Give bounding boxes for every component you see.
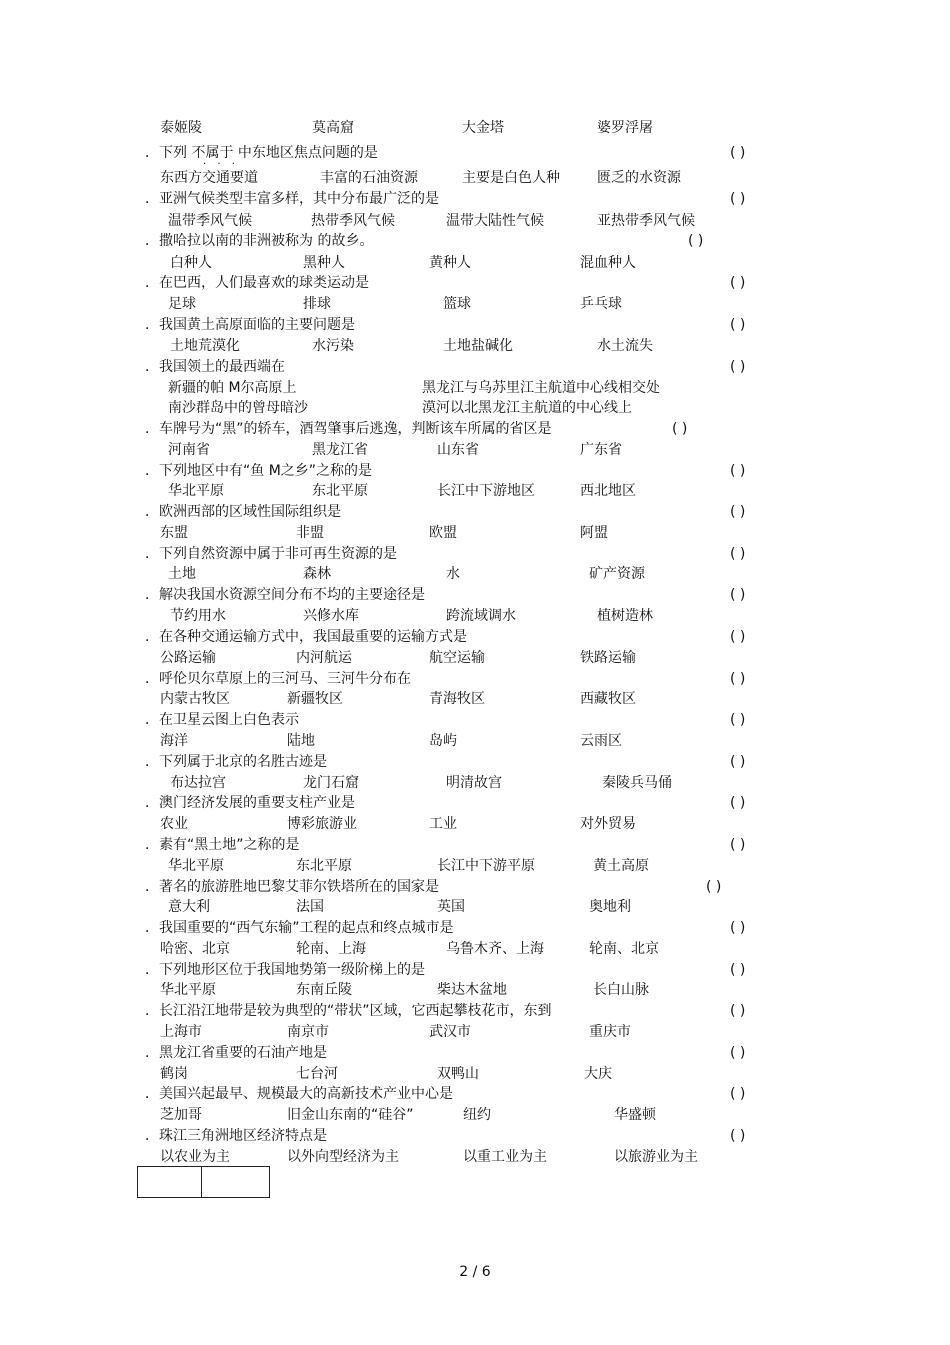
answer-option: 水污染 (312, 338, 354, 354)
answer-option: 莫高窟 (312, 120, 354, 136)
question-text: ．我国重要的“西气东输”工程的起点和终点城市是 (145, 920, 454, 936)
answer-option: 芝加哥 (160, 1107, 202, 1123)
question-text: ．呼伦贝尔草原上的三河马、三河牛分布在 (145, 671, 411, 687)
answer-option: 非盟 (296, 525, 324, 541)
question-line (0, 918, 950, 938)
answer-option: 白种人 (170, 255, 212, 271)
answer-option: 黑龙江省 (312, 442, 368, 458)
question-text: ．下列 不属于 中东地区焦点问题的是 (145, 145, 378, 161)
answer-option: 阿盟 (580, 525, 608, 541)
answer-blank: ( ) (730, 920, 746, 936)
option-line (0, 253, 950, 273)
answer-option: 欧盟 (429, 525, 457, 541)
page-number: 2 / 6 (459, 1264, 491, 1280)
answer-option: 新疆的帕 M尔高原上 (168, 380, 297, 396)
answer-option: 南沙群岛中的曾母暗沙 (168, 400, 308, 416)
answer-option: 主要是白色人种 (462, 170, 560, 186)
answer-option: 乒乓球 (580, 296, 622, 312)
answer-option: 陆地 (287, 733, 315, 749)
answer-option: 航空运输 (429, 650, 485, 666)
answer-option: 兴修水库 (303, 608, 359, 624)
option-line (0, 440, 950, 460)
answer-option: 华北平原 (168, 858, 224, 874)
answer-option: 轮南、北京 (589, 941, 659, 957)
option-line (0, 814, 950, 834)
answer-blank: ( ) (730, 463, 746, 479)
option-line (0, 648, 950, 668)
question-text: ．撒哈拉以南的非洲被称为 的故乡。 (145, 233, 374, 249)
answer-option: 南京市 (287, 1024, 329, 1040)
answer-option: 森林 (303, 566, 331, 582)
answer-option: 东北平原 (296, 858, 352, 874)
question-line (0, 1001, 950, 1021)
answer-option: 秦陵兵马俑 (602, 775, 672, 791)
answer-blank: ( ) (730, 1086, 746, 1102)
question-text: ．在各种交通运输方式中，我国最重要的运输方式是 (145, 629, 467, 645)
question-line (0, 189, 950, 209)
answer-option: 长白山脉 (593, 982, 649, 998)
option-line (0, 118, 950, 138)
answer-option: 热带季风气候 (311, 213, 395, 229)
answer-option: 土地盐碱化 (443, 338, 513, 354)
option-line (0, 523, 950, 543)
option-line (0, 1105, 950, 1125)
answer-option: 足球 (168, 296, 196, 312)
answer-option: 鹤岗 (160, 1066, 188, 1082)
option-line (0, 689, 950, 709)
question-line (0, 419, 950, 439)
emphasis-dots: · · · (203, 159, 239, 170)
answer-option: 篮球 (443, 296, 471, 312)
answer-blank: ( ) (730, 795, 746, 811)
option-line (0, 731, 950, 751)
answer-option: 匮乏的水资源 (597, 170, 681, 186)
question-text: ．下列属于北京的名胜古迹是 (145, 754, 327, 770)
answer-option: 上海市 (160, 1024, 202, 1040)
question-line (0, 710, 950, 730)
answer-blank: ( ) (730, 359, 746, 375)
question-line (0, 461, 950, 481)
question-text: ．在卫星云图上白色表示 (145, 712, 299, 728)
question-line (0, 315, 950, 335)
option-line (0, 398, 950, 418)
answer-option: 博彩旅游业 (287, 816, 357, 832)
answer-option: 内蒙古牧区 (160, 691, 230, 707)
answer-option: 意大利 (168, 899, 210, 915)
answer-option: 公路运输 (160, 650, 216, 666)
answer-option: 东南丘陵 (296, 982, 352, 998)
question-line (0, 1126, 950, 1146)
question-line (0, 143, 950, 163)
answer-blank: ( ) (730, 191, 746, 207)
answer-blank: ( ) (730, 671, 746, 687)
option-line (0, 606, 950, 626)
answer-option: 奥地利 (589, 899, 631, 915)
question-text: ．著名的旅游胜地巴黎艾菲尔铁塔所在的国家是 (145, 879, 439, 895)
answer-option: 武汉市 (429, 1024, 471, 1040)
answer-option: 土地 (168, 566, 196, 582)
answer-option: 法国 (296, 899, 324, 915)
question-line (0, 1084, 950, 1104)
option-line (0, 336, 950, 356)
answer-blank: ( ) (730, 754, 746, 770)
answer-option: 节约用水 (170, 608, 226, 624)
answer-blank: ( ) (730, 1128, 746, 1144)
answer-option: 广东省 (580, 442, 622, 458)
option-line (0, 980, 950, 1000)
question-text: ．长江沿江地带是较为典型的“带状”区域，它西起攀枝花市，东到 (145, 1003, 552, 1019)
question-line (0, 357, 950, 377)
question-line (0, 585, 950, 605)
answer-option: 黑龙江与乌苏里江主航道中心线相交处 (422, 380, 660, 396)
answer-blank: ( ) (730, 962, 746, 978)
answer-option: 西藏牧区 (580, 691, 636, 707)
answer-option: 以重工业为主 (463, 1149, 547, 1165)
answer-option: 植树造林 (597, 608, 653, 624)
question-line (0, 669, 950, 689)
answer-option: 旧金山东南的“硅谷” (287, 1107, 414, 1123)
answer-option: 七台河 (296, 1066, 338, 1082)
question-line (0, 960, 950, 980)
answer-option: 双鸭山 (437, 1066, 479, 1082)
question-line (0, 273, 950, 293)
answer-option: 对外贸易 (580, 816, 636, 832)
question-text: ．下列地形区位于我国地势第一级阶梯上的是 (145, 962, 425, 978)
answer-option: 以外向型经济为主 (287, 1149, 399, 1165)
answer-blank: ( ) (730, 317, 746, 333)
answer-option: 跨流域调水 (446, 608, 516, 624)
answer-option: 山东省 (437, 442, 479, 458)
question-line (0, 231, 950, 251)
question-line (0, 835, 950, 855)
question-line (0, 877, 950, 897)
answer-option: 工业 (429, 816, 457, 832)
answer-blank: ( ) (730, 145, 746, 161)
answer-option: 内河航运 (296, 650, 352, 666)
answer-option: 乌鲁木齐、上海 (446, 941, 544, 957)
answer-blank: ( ) (672, 421, 688, 437)
answer-option: 东西方交通要道 (160, 170, 258, 186)
question-text: ．欧洲西部的区域性国际组织是 (145, 504, 341, 520)
answer-blank: ( ) (730, 629, 746, 645)
answer-option: 哈密、北京 (160, 941, 230, 957)
question-text: ．澳门经济发展的重要支柱产业是 (145, 795, 355, 811)
answer-option: 大金塔 (462, 120, 504, 136)
answer-option: 西北地区 (580, 483, 636, 499)
question-line (0, 544, 950, 564)
answer-option: 大庆 (584, 1066, 612, 1082)
answer-option: 以农业为主 (160, 1149, 230, 1165)
question-line (0, 502, 950, 522)
question-text: ．车牌号为“黑”的轿车，酒驾肇事后逃逸，判断该车所属的省区是 (145, 421, 552, 437)
answer-option: 水 (446, 566, 460, 582)
answer-blank: ( ) (706, 879, 722, 895)
answer-box (137, 1166, 270, 1198)
answer-option: 轮南、上海 (296, 941, 366, 957)
answer-box-divider (201, 1167, 202, 1197)
option-line (0, 1064, 950, 1084)
answer-option: 以旅游业为主 (614, 1149, 698, 1165)
answer-option: 亚热带季风气候 (597, 213, 695, 229)
answer-option: 土地荒漠化 (170, 338, 240, 354)
question-text: ．美国兴起最早、规模最大的高新技术产业中心是 (145, 1086, 453, 1102)
answer-option: 漠河以北黑龙江主航道的中心线上 (422, 400, 632, 416)
answer-option: 黄种人 (429, 255, 471, 271)
answer-blank: ( ) (730, 275, 746, 291)
answer-option: 排球 (303, 296, 331, 312)
answer-blank: ( ) (730, 1003, 746, 1019)
answer-option: 龙门石窟 (303, 775, 359, 791)
question-text: ．素有“黑土地”之称的是 (145, 837, 300, 853)
question-line (0, 1043, 950, 1063)
answer-option: 布达拉宫 (170, 775, 226, 791)
answer-option: 农业 (160, 816, 188, 832)
option-line (0, 897, 950, 917)
answer-option: 丰富的石油资源 (320, 170, 418, 186)
answer-blank: ( ) (730, 504, 746, 520)
answer-option: 河南省 (168, 442, 210, 458)
answer-option: 东盟 (160, 525, 188, 541)
answer-option: 青海牧区 (429, 691, 485, 707)
answer-option: 东北平原 (312, 483, 368, 499)
answer-option: 黄土高原 (593, 858, 649, 874)
answer-blank: ( ) (688, 233, 704, 249)
option-line (0, 856, 950, 876)
answer-option: 英国 (437, 899, 465, 915)
answer-option: 婆罗浮屠 (597, 120, 653, 136)
option-line (0, 773, 950, 793)
answer-blank: ( ) (730, 712, 746, 728)
answer-option: 纽约 (463, 1107, 491, 1123)
answer-option: 矿产资源 (589, 566, 645, 582)
answer-option: 岛屿 (429, 733, 457, 749)
question-text: ．解决我国水资源空间分布不均的主要途径是 (145, 587, 425, 603)
answer-option: 新疆牧区 (287, 691, 343, 707)
option-line (0, 378, 950, 398)
option-line (0, 211, 950, 231)
answer-option: 长江中下游地区 (437, 483, 535, 499)
question-line (0, 752, 950, 772)
option-line (0, 294, 950, 314)
answer-option: 柴达木盆地 (437, 982, 507, 998)
option-line (0, 1022, 950, 1042)
answer-blank: ( ) (730, 587, 746, 603)
option-line (0, 168, 950, 188)
answer-option: 华盛顿 (614, 1107, 656, 1123)
answer-option: 明清故宫 (446, 775, 502, 791)
question-text: ．黑龙江省重要的石油产地是 (145, 1045, 327, 1061)
answer-option: 重庆市 (589, 1024, 631, 1040)
question-text: ．在巴西，人们最喜欢的球类运动是 (145, 275, 369, 291)
option-line (0, 481, 950, 501)
answer-option: 铁路运输 (580, 650, 636, 666)
question-text: ．下列地区中有“鱼 M之乡”之称的是 (145, 463, 373, 479)
answer-blank: ( ) (730, 546, 746, 562)
question-line (0, 793, 950, 813)
question-text: ．亚洲气候类型丰富多样，其中分布最广泛的是 (145, 191, 439, 207)
option-line (0, 939, 950, 959)
answer-option: 温带季风气候 (168, 213, 252, 229)
question-line (0, 627, 950, 647)
answer-option: 黑种人 (303, 255, 345, 271)
question-text: ．我国领土的最西端在 (145, 359, 285, 375)
answer-option: 长江中下游平原 (437, 858, 535, 874)
answer-blank: ( ) (730, 1045, 746, 1061)
answer-option: 海洋 (160, 733, 188, 749)
question-text: ．我国黄土高原面临的主要问题是 (145, 317, 355, 333)
answer-option: 云雨区 (580, 733, 622, 749)
answer-option: 温带大陆性气候 (446, 213, 544, 229)
answer-option: 华北平原 (160, 982, 216, 998)
answer-option: 水土流失 (597, 338, 653, 354)
option-line (0, 564, 950, 584)
answer-option: 泰姬陵 (160, 120, 202, 136)
answer-option: 混血种人 (580, 255, 636, 271)
answer-option: 华北平原 (168, 483, 224, 499)
answer-blank: ( ) (730, 837, 746, 853)
option-line (0, 1147, 950, 1167)
question-text: ．下列自然资源中属于非可再生资源的是 (145, 546, 397, 562)
question-text: ．珠江三角洲地区经济特点是 (145, 1128, 327, 1144)
